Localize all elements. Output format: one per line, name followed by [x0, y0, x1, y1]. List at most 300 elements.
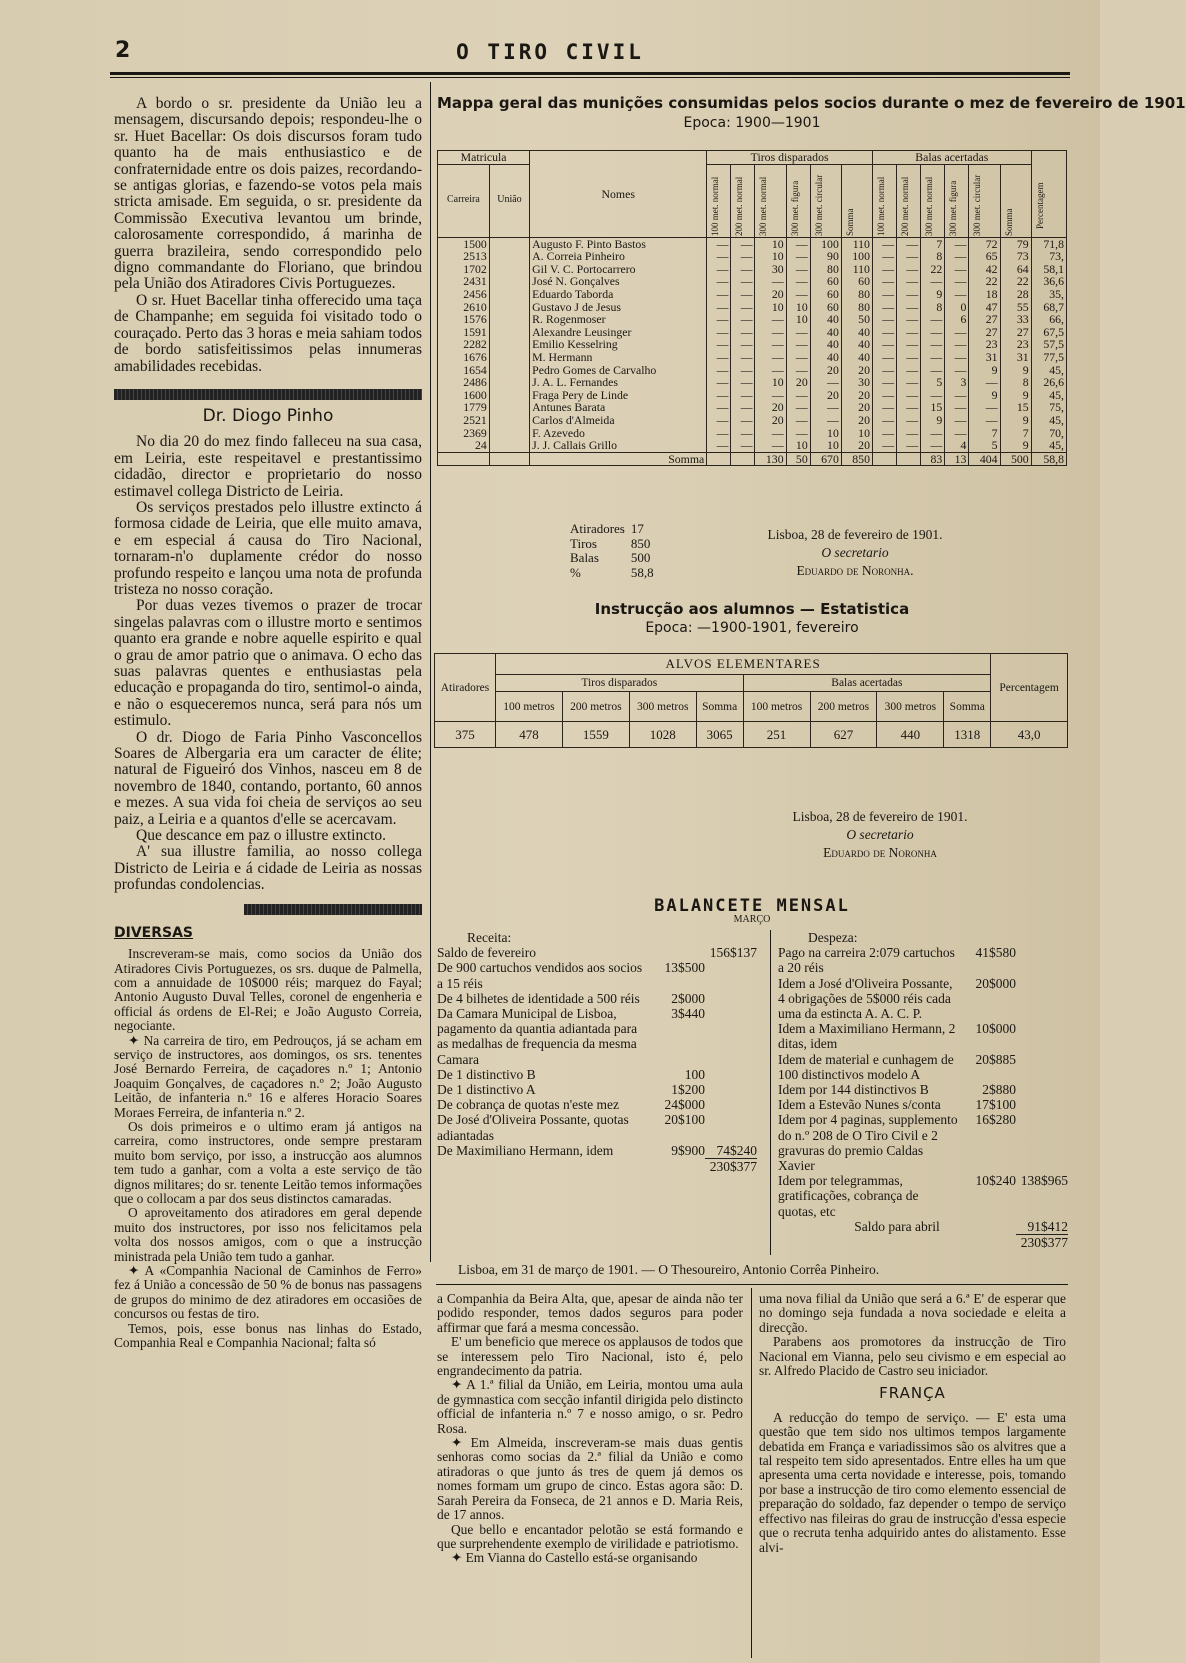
- ledger-row: [437, 1097, 757, 1112]
- paragraph: ✦ A «Companhia Nacional de Caminhos de Ferro» fez á União a concessão de 50 % de bonus nas passagens de grupos do minimo de dez atiradores em occasiões de concursos ou festas de tiro.: [114, 1263, 422, 1322]
- cell: Pedro Gomes de Carvalho: [530, 364, 707, 377]
- ledger-subtotal: [1016, 1052, 1068, 1082]
- ledger-row: [778, 1097, 1068, 1112]
- cell: 90: [810, 250, 841, 263]
- cell: 10: [755, 250, 786, 263]
- cell: [489, 301, 529, 314]
- cell: —: [969, 401, 1000, 414]
- cell: [707, 452, 731, 466]
- ledger-text: Da Camara Municipal de Lisboa, pagamento da quantia adiantada para as medalhas de frequencia da mesma Camara: [437, 1006, 638, 1067]
- ledger-subtotal: [1016, 1097, 1068, 1112]
- cell: 10: [755, 237, 786, 250]
- header-rule: [110, 72, 1070, 75]
- cell: 40: [841, 338, 872, 351]
- cell: 2282: [438, 338, 490, 351]
- summary-value: 17: [630, 521, 644, 536]
- cell: 60: [841, 275, 872, 288]
- cell: —: [872, 351, 896, 364]
- cell: 9: [969, 389, 1000, 402]
- cell: [489, 263, 529, 276]
- col-header: Somma: [696, 692, 743, 722]
- paragraph: ✦ Em Almeida, inscreveram-se mais duas gentis senhoras como socias da 2.ª filial da União e como atiradoras o que junto ás tres de quem já demos os nomes formam um grupo de cinco. Estas agora são: D. Sarah Pereira da Fonseca, de 21 annos e D. Maria Reis, de 17 annos.: [437, 1435, 743, 1523]
- cell: —: [945, 250, 969, 263]
- cell: —: [786, 414, 810, 427]
- cell: 20: [755, 414, 786, 427]
- paragraph: Que descance em paz o illustre extincto.: [136, 827, 387, 845]
- cell: 31: [1000, 351, 1031, 364]
- cell: 40: [810, 326, 841, 339]
- ledger-amount: [647, 945, 705, 960]
- cell: —: [707, 389, 731, 402]
- cell: —: [921, 275, 945, 288]
- page-number: 2: [115, 38, 131, 63]
- paragraph: O sr. Huet Bacellar tinha offerecido uma taça de Champanhe; em seguida foi visitado todo o couraçado. Perto das 3 horas e meia sahiam todos de bordo satisfeitissimos pelas innumeras amabilidades recebidas.: [114, 291, 422, 375]
- summary-label: Balas: [570, 550, 599, 565]
- cell: —: [755, 439, 786, 452]
- cell: —: [755, 364, 786, 377]
- cell: 27: [969, 313, 1000, 326]
- cell: 45,: [1031, 414, 1066, 427]
- ledger-amount: 2$000: [671, 990, 705, 1006]
- cell: —: [921, 389, 945, 402]
- cell: [489, 439, 529, 452]
- date-line: Lisboa, 28 de fevereiro de 1901.: [792, 809, 968, 824]
- ledger-row: [778, 1021, 1068, 1051]
- cell: 4: [945, 439, 969, 452]
- cell: —: [786, 263, 810, 276]
- cell: 70,: [1031, 427, 1066, 440]
- cell: 130: [755, 452, 786, 466]
- cell: 35,: [1031, 288, 1066, 301]
- cell: —: [731, 364, 755, 377]
- cell: 3: [945, 376, 969, 389]
- cell: 100: [841, 250, 872, 263]
- despeza-total: 230$377: [1016, 1234, 1068, 1250]
- cell: 22: [1000, 275, 1031, 288]
- ledger-subtotal: [705, 1112, 757, 1142]
- col-header: 100 met. normal: [872, 164, 896, 237]
- col-header: Atiradores: [435, 654, 496, 722]
- ledger-subtotal: [1016, 945, 1068, 975]
- cell: 64: [1000, 263, 1031, 276]
- cell: 7: [969, 427, 1000, 440]
- cell: 9: [1000, 364, 1031, 377]
- summary-label: %: [570, 564, 581, 580]
- cell: —: [755, 427, 786, 440]
- ledger-subtotal: [1016, 1021, 1068, 1051]
- cell: —: [872, 376, 896, 389]
- cell: —: [921, 439, 945, 452]
- cell: 79: [1000, 237, 1031, 250]
- cell: [489, 275, 529, 288]
- ledger-text: De Maximiliano Hermann, idem: [437, 1142, 614, 1158]
- cell: —: [897, 376, 921, 389]
- cell: [489, 401, 529, 414]
- cell: 15: [921, 401, 945, 414]
- table-row: [438, 376, 1067, 389]
- cell: 478: [496, 722, 563, 748]
- cell: —: [731, 389, 755, 402]
- summary-row: [570, 566, 660, 581]
- cell: —: [731, 439, 755, 452]
- ledger-amount: 1$200: [671, 1082, 705, 1098]
- ledger-subtotal: [705, 1082, 757, 1097]
- cell: 73: [1000, 250, 1031, 263]
- cell: —: [707, 401, 731, 414]
- cell: 8: [921, 301, 945, 314]
- cell: [489, 452, 529, 466]
- header-rule-thin: [110, 77, 1070, 78]
- column-divider: [430, 82, 431, 1262]
- cell: Eduardo Taborda: [530, 288, 707, 301]
- cell: 9: [1000, 414, 1031, 427]
- cell: —: [945, 401, 969, 414]
- cell: A. Correia Pinheiro: [530, 250, 707, 263]
- cell: —: [897, 237, 921, 250]
- col-header: 200 metros: [810, 692, 877, 722]
- cell: [872, 452, 896, 466]
- cell: —: [731, 275, 755, 288]
- col-header: 300 met. circular: [810, 164, 841, 237]
- summary-value: 500: [630, 550, 651, 565]
- cell: —: [897, 338, 921, 351]
- cell: 1676: [438, 351, 490, 364]
- cell: —: [707, 414, 731, 427]
- cell: —: [897, 414, 921, 427]
- cell: 8: [1000, 376, 1031, 389]
- cell: —: [872, 414, 896, 427]
- cell: —: [810, 401, 841, 414]
- cell: 80: [841, 301, 872, 314]
- cell: [897, 452, 921, 466]
- summary-row: [570, 537, 660, 552]
- cell: 30: [755, 263, 786, 276]
- cell: —: [707, 376, 731, 389]
- ledger-text: Idem por 144 distinctivos B: [778, 1082, 929, 1098]
- cell: 1318: [944, 722, 991, 748]
- ledger-text: De 1 distinctivo A: [437, 1082, 536, 1098]
- ledger-subtotal: 74$240: [716, 1142, 757, 1158]
- cell: 20: [841, 414, 872, 427]
- cell: M. Hermann: [530, 351, 707, 364]
- mappa-title: Mappa geral das munições consumidas pelos socios durante o mez de fevereiro de 1901: [437, 94, 1186, 112]
- col-header: 100 metros: [743, 692, 810, 722]
- cell: [489, 326, 529, 339]
- cell: 627: [810, 722, 877, 748]
- ledger-text: Idem por 4 paginas, supplemento do n.º 208 de O Tiro Civil e 2 gravuras do premio Caldas Xavier: [778, 1112, 958, 1174]
- cell: —: [872, 263, 896, 276]
- mappa-summary: [570, 522, 660, 580]
- ledger-text: De 4 bilhetes de identidade a 500 réis: [437, 990, 640, 1006]
- cell: [489, 376, 529, 389]
- cell: —: [921, 427, 945, 440]
- cell: 1779: [438, 401, 490, 414]
- mappa-table: [437, 150, 1067, 466]
- ledger-subtotal: 138$965: [1020, 1173, 1068, 1189]
- left-column: [114, 96, 422, 1350]
- cell: —: [945, 414, 969, 427]
- cell: 40: [810, 338, 841, 351]
- diversas-title: DIVERSAS: [114, 924, 194, 941]
- mappa-signature: [730, 526, 980, 580]
- cell: 850: [841, 452, 872, 466]
- cell: Antunes Barata: [530, 401, 707, 414]
- cell: 45,: [1031, 364, 1066, 377]
- cell: 670: [810, 452, 841, 466]
- cell: 72: [969, 237, 1000, 250]
- cell: —: [786, 326, 810, 339]
- cell: 10: [810, 439, 841, 452]
- cell: —: [786, 288, 810, 301]
- ledger-subtotal: [1016, 1112, 1068, 1173]
- cell: Gustavo J de Jesus: [530, 301, 707, 314]
- cell: [489, 250, 529, 263]
- col-header: 100 metros: [496, 692, 563, 722]
- cell: 7: [1000, 427, 1031, 440]
- cell: 20: [841, 364, 872, 377]
- ledger-amount: 20$885: [975, 1051, 1016, 1067]
- paragraph: Temos, pois, esse bonus nas linhas do Estado, Companhia Real e Companhia Nacional; falta só: [114, 1320, 422, 1351]
- cell: 5: [969, 439, 1000, 452]
- cell: 2610: [438, 301, 490, 314]
- cell: 10: [755, 301, 786, 314]
- receita-total: 230$377: [705, 1158, 757, 1174]
- ledger-row: [778, 976, 1068, 1022]
- ledger-text: Idem a José d'Oliveira Possante, 4 obrigações de 5$000 réis cada uma da estincta A. A. C. P.: [778, 975, 953, 1022]
- cell: —: [731, 301, 755, 314]
- ledger-row: [778, 1173, 1068, 1219]
- cell: —: [707, 237, 731, 250]
- cell: 1702: [438, 263, 490, 276]
- cell: —: [707, 427, 731, 440]
- cell: 42: [969, 263, 1000, 276]
- saldo-value: 91$412: [1027, 1218, 1068, 1234]
- date-line: Lisboa, 28 de fevereiro de 1901.: [767, 527, 943, 542]
- cell: —: [707, 439, 731, 452]
- section-divider: [114, 389, 422, 400]
- cell: —: [707, 326, 731, 339]
- cell: 23: [1000, 338, 1031, 351]
- cell: 20: [841, 439, 872, 452]
- cell: —: [921, 313, 945, 326]
- cell: —: [872, 401, 896, 414]
- paragraph: A' sua illustre familia, ao nosso collega Districto de Leiria e á cidade de Leiria as nossas profundas condolencias.: [114, 843, 422, 894]
- cell: —: [897, 401, 921, 414]
- cell: 2431: [438, 275, 490, 288]
- cell: 50: [841, 313, 872, 326]
- ledger-subtotal: [705, 1067, 757, 1082]
- cell: —: [731, 237, 755, 250]
- col-header: Balas acertadas: [743, 675, 991, 692]
- paragraph: ✦ A 1.ª filial da União, em Leiria, montou uma aula de gymnastica com secção infantil dirigida pelo distincto official de infanteria n.º 7 e nosso amigo, o sr. Pedro Rosa.: [437, 1377, 743, 1436]
- cell: 40: [841, 326, 872, 339]
- cell: —: [945, 275, 969, 288]
- cell: 251: [743, 722, 810, 748]
- ledger-text: De José d'Oliveira Possante, quotas adiantadas: [437, 1112, 629, 1143]
- cell: —: [872, 364, 896, 377]
- cell: J. A. L. Fernandes: [530, 376, 707, 389]
- cell: 24: [438, 439, 490, 452]
- cell: —: [755, 275, 786, 288]
- cell: —: [945, 237, 969, 250]
- cell: José N. Gonçalves: [530, 275, 707, 288]
- cell: 71,8: [1031, 237, 1066, 250]
- cell: 9: [921, 288, 945, 301]
- cell: —: [945, 326, 969, 339]
- cell: —: [945, 427, 969, 440]
- cell: 2369: [438, 427, 490, 440]
- cell: 31: [969, 351, 1000, 364]
- balancete-divider: [770, 930, 771, 1255]
- cell: —: [786, 427, 810, 440]
- cell: —: [755, 338, 786, 351]
- cell: 8: [921, 250, 945, 263]
- summary-value: 850: [630, 535, 651, 551]
- cell: 50: [786, 452, 810, 466]
- cell: 9: [921, 414, 945, 427]
- ledger-row: [437, 1143, 757, 1158]
- cell: —: [872, 288, 896, 301]
- ledger-text: Idem por telegrammas, gratificações, cobrança de quotas, etc: [778, 1173, 919, 1219]
- ledger-text: De 1 distinctivo B: [437, 1066, 536, 1082]
- balancete-footer: Lisboa, em 31 de março de 1901. — O Thesoureiro, Antonio Corrêa Pinheiro.: [458, 1262, 880, 1277]
- cell: 1500: [438, 237, 490, 250]
- cell: 28: [1000, 288, 1031, 301]
- col-header: 100 met. normal: [707, 164, 731, 237]
- col-header: Percentagem: [991, 654, 1068, 722]
- col-header: 300 met. circular: [969, 164, 1000, 237]
- cell: 10: [786, 301, 810, 314]
- obituary-title: Dr. Diogo Pinho: [202, 405, 334, 426]
- col-header: Somma: [1000, 164, 1031, 237]
- cell: —: [755, 313, 786, 326]
- ledger-row: [778, 1052, 1068, 1082]
- ledger-amount: 3$440: [671, 1006, 705, 1022]
- cell: 47: [969, 301, 1000, 314]
- summary-row: [570, 551, 660, 566]
- cell: —: [707, 313, 731, 326]
- cell: —: [872, 301, 896, 314]
- cell: —: [872, 237, 896, 250]
- cell: 5: [921, 376, 945, 389]
- ledger-row: [778, 945, 1068, 975]
- col-header: 300 met. figura: [786, 164, 810, 237]
- cell: 20: [755, 288, 786, 301]
- cell: —: [897, 439, 921, 452]
- cell: 440: [877, 722, 944, 748]
- instr-table: [434, 653, 1068, 748]
- bottom-middle-column: [437, 1292, 743, 1566]
- cell: [731, 452, 755, 466]
- bottom-right-column: [759, 1292, 1066, 1555]
- cell: 1591: [438, 326, 490, 339]
- ledger-amount: 2$880: [982, 1082, 1016, 1098]
- cell: —: [786, 338, 810, 351]
- cell: —: [921, 364, 945, 377]
- cell: 22: [921, 263, 945, 276]
- col-header: 200 metros: [562, 692, 629, 722]
- cell: 1028: [629, 722, 696, 748]
- cell: 60: [810, 275, 841, 288]
- paragraph: uma nova filial da União que será a 6.ª E' de esperar que no domingo seja fundada a nova sociedade e eleita a direcção.: [759, 1291, 1066, 1335]
- col-header: 200 met. normal: [897, 164, 921, 237]
- cell: —: [786, 237, 810, 250]
- cell: —: [786, 275, 810, 288]
- cell: —: [872, 338, 896, 351]
- col-header: 200 met. normal: [731, 164, 755, 237]
- ledger-row: [437, 991, 757, 1006]
- cell: 2521: [438, 414, 490, 427]
- ledger-text: Pago na carreira 2:079 cartuchos a 20 réis: [778, 945, 955, 976]
- cell: 20: [841, 401, 872, 414]
- cell: 10: [755, 376, 786, 389]
- instr-title: Instrucção aos alumnos — Estatistica: [594, 600, 910, 618]
- cell: 20: [786, 376, 810, 389]
- ledger-amount: 9$900: [671, 1142, 705, 1158]
- col-header: 300 met. normal: [755, 164, 786, 237]
- cell: [489, 313, 529, 326]
- ledger-row: [437, 945, 757, 960]
- paragraph: ✦ Na carreira de tiro, em Pedrouços, já se acham em serviço de instructores, aos domingos, os srs. tenentes José Bernardo Ferreira, de caçadores n.º 1; Antonio Joaquim Gonçalves, de caçadores n.º 2; João Augusto Leitão, de infanteria n.º 16 e alferes Horacio Soares Moraes Ferreira, de infanteria n.º 2.: [114, 1032, 422, 1120]
- secretary-name: Eduardo de Noronha.: [796, 563, 914, 578]
- cell: —: [786, 389, 810, 402]
- col-header: Percentagem: [1031, 151, 1066, 238]
- page-header: [0, 38, 1080, 68]
- cell: —: [921, 326, 945, 339]
- cell: Fraga Pery de Linde: [530, 389, 707, 402]
- cell: 9: [1000, 389, 1031, 402]
- somma-row: [438, 452, 1067, 466]
- cell: —: [969, 376, 1000, 389]
- cell: —: [786, 401, 810, 414]
- cell: —: [755, 389, 786, 402]
- paragraph: O aproveitamento dos atiradores em geral depende muito dos instructores, por isso nos felicitamos pela volta dos nossos amigos, com o que a instrucção ministrada pela União tem tudo a ganhar.: [114, 1205, 422, 1264]
- ledger-amount: 41$580: [975, 945, 1016, 961]
- cell: 2486: [438, 376, 490, 389]
- cell: F. Azevedo: [530, 427, 707, 440]
- cell: 45,: [1031, 389, 1066, 402]
- table-row: [438, 288, 1067, 301]
- ledger-amount: 10$000: [975, 1021, 1016, 1037]
- table-row: [438, 351, 1067, 364]
- cell: 13: [945, 452, 969, 466]
- ledger-row: [437, 1082, 757, 1097]
- cell: 58,8: [1031, 452, 1066, 466]
- ledger-subtotal: [1016, 1082, 1068, 1097]
- col-header: Matricula: [438, 151, 530, 165]
- section-divider: [244, 904, 422, 915]
- ledger-subtotal: [705, 960, 757, 990]
- cell: 20: [810, 389, 841, 402]
- ledger-amount: 13$500: [664, 960, 705, 976]
- cell: —: [707, 364, 731, 377]
- cell: 2456: [438, 288, 490, 301]
- ledger-row: [437, 1006, 757, 1067]
- cell: [489, 288, 529, 301]
- cell: 73,: [1031, 250, 1066, 263]
- cell: —: [707, 301, 731, 314]
- cell: —: [969, 414, 1000, 427]
- summary-label: Atiradores: [570, 521, 625, 536]
- cell: —: [731, 263, 755, 276]
- ledger-subtotal: [705, 1006, 757, 1067]
- cell: 2513: [438, 250, 490, 263]
- cell: Gil V. C. Portocarrero: [530, 263, 707, 276]
- ledger-row: [437, 1067, 757, 1082]
- cell: —: [786, 364, 810, 377]
- paragraph: a Companhia da Beira Alta, que, apesar de ainda não ter podido responder, temos dados seguros para poder affirmar que fará a mesma concessão.: [437, 1291, 743, 1335]
- cell: 1559: [562, 722, 629, 748]
